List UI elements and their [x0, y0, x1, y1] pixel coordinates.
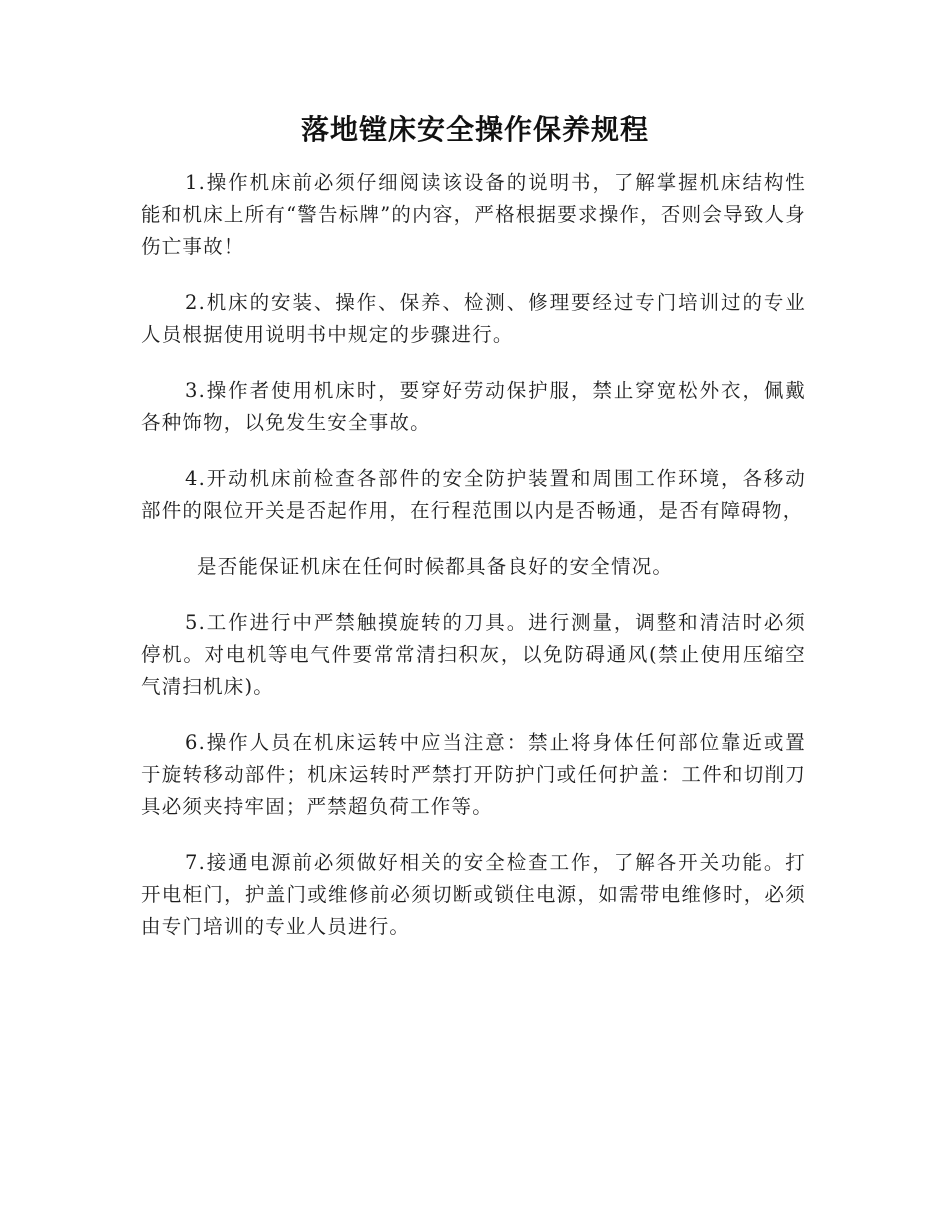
document-title: 落地镗床安全操作保养规程 [300, 113, 649, 146]
paragraph-1: 1.操作机床前必须仔细阅读该设备的说明书，了解掌握机床结构性能和机床上所有“警告标牌”的内容，严格根据要求操作，否则会导致人身伤亡事故！ [141, 171, 806, 258]
paragraph-7: 7.接通电源前必须做好相关的安全检查工作，了解各开关功能。打开电柜门，护盖门或维修前必须切断或锁住电源，如需带电维修时，必须由专门培训的专业人员进行。 [141, 851, 806, 938]
paragraph-2: 2.机床的安装、操作、保养、检测、修理要经过专门培训过的专业人员根据使用说明书中规定的步骤进行。 [141, 291, 806, 346]
document-body [141, 167, 806, 967]
paragraph-4-continuation: 是否能保证机床在任何时候都具备良好的安全情况。 [197, 555, 674, 578]
paragraph-3: 3.操作者使用机床时，要穿好劳动保护服，禁止穿宽松外衣，佩戴各种饰物，以免发生安全事故。 [141, 379, 806, 434]
paragraph-5: 5.工作进行中严禁触摸旋转的刀具。进行测量，调整和清洁时必须停机。对电机等电气件要常常清扫积灰，以免防碍通风(禁止使用压缩空气清扫机床)。 [141, 611, 806, 698]
paragraph-4: 4.开动机床前检查各部件的安全防护装置和周围工作环境，各移动部件的限位开关是否起作用，在行程范围以内是否畅通，是否有障碍物， [141, 467, 806, 522]
paragraph-6: 6.操作人员在机床运转中应当注意：禁止将身体任何部位靠近或置于旋转移动部件；机床运转时严禁打开防护门或任何护盖：工件和切削刀具必须夹持牢固；严禁超负荷工作等。 [141, 731, 806, 818]
